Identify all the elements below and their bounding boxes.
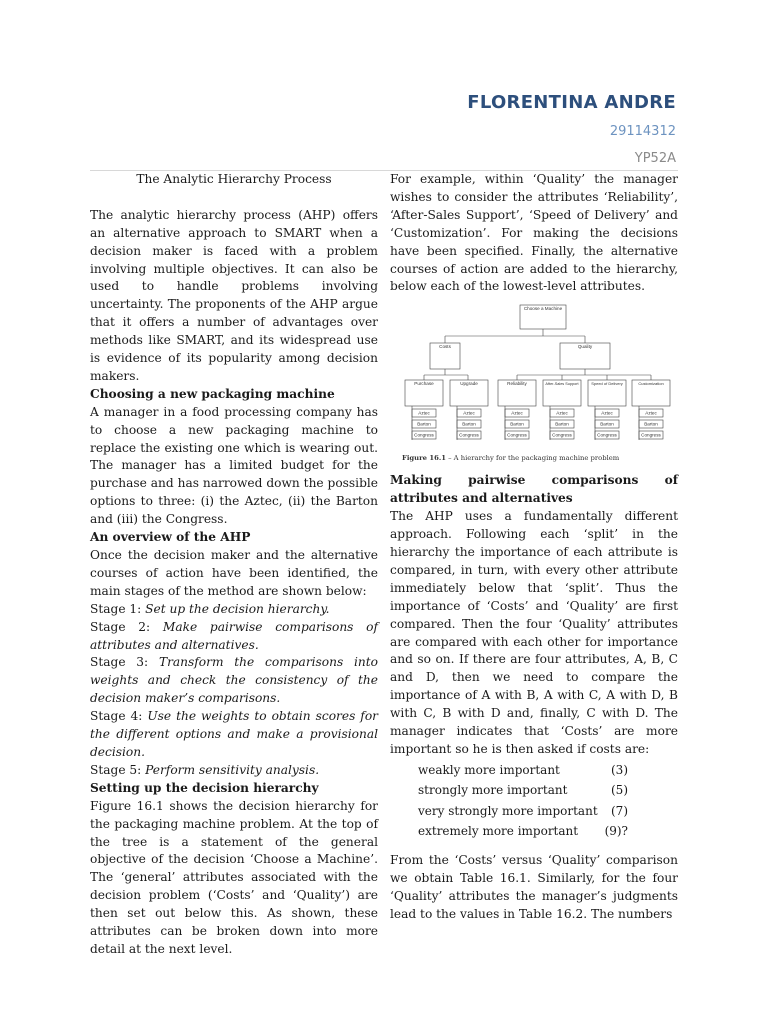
label-quality: Quality xyxy=(577,344,593,350)
section-heading-pairwise: Making pairwise comparisons of attributes and alternatives xyxy=(390,473,678,506)
section-heading-packaging: Choosing a new packaging machine xyxy=(90,386,335,401)
course-code: YP52A xyxy=(634,151,676,166)
label-after-sales: After-Sales Support xyxy=(545,382,579,387)
tables-paragraph: From the ‘Costs’ versus ‘Quality’ comparison we obtain Table 16.1. Similarly, for the four ‘Quality’ attributes the manager’s judgments lead to the values in Table 16.2. The numbers xyxy=(390,852,678,921)
author-name: FLORENTINA ANDRE xyxy=(467,92,676,113)
intro-paragraph: The analytic hierarchy process (AHP) offers an alternative approach to SMART when a decision maker is faced with a problem involving multiple objectives. It can also be used to handle problems involving uncertainty. The proponents of the AHP argue that it offers a number of advantages over methods like SMART, and its widespread use is evidence of its popularity among decision makers. xyxy=(90,207,378,383)
quality-paragraph: For example, within ‘Quality’ the manager wishes to consider the attributes ‘Reliability’, ‘After-Sales Support’, ‘Speed of Delivery’ and ‘Customization’. For making the decisions have been specified. Finally, the alternative courses of action are added to the hierarchy, below each of the lowest-level attributes. xyxy=(390,172,678,294)
option-label: Congress xyxy=(459,433,479,439)
label-speed: Speed of Delivery xyxy=(591,381,623,387)
option-label: Barton xyxy=(510,422,524,428)
stage-2: Stage 2: Make pairwise comparisons of attributes and alternatives. xyxy=(90,619,379,652)
scale-item-very-strongly: very strongly more important (7) xyxy=(418,803,628,818)
packaging-paragraph: A manager in a food processing company has to choose a new packaging machine to replace the existing one which is wearing out. The manager has a limited budget for the purchase and has narrowed down the possible options to three: (i) the Aztec, (ii) the Barton and (iii) the Congress. xyxy=(90,404,378,527)
scale-item-extremely: extremely more important (9)? xyxy=(418,824,628,839)
hierarchy-paragraph: Figure 16.1 shows the decision hierarchy for the packaging machine problem. At the top of the tree is a statement of the general objective of the decision ‘Choose a Machine’. The ‘general’ attributes associated with the decision problem (‘Costs’ and ‘Quality’) are then set out below this. As shown, these attributes can be broken down into more detail at the next level. xyxy=(90,798,378,956)
option-label: Congress xyxy=(597,433,617,439)
scale-item-strongly: strongly more important (5) xyxy=(418,783,628,798)
left-column xyxy=(90,171,378,959)
option-label: Congress xyxy=(507,433,527,439)
section-heading-overview: An overview of the AHP xyxy=(90,530,251,545)
scale-item-weakly: weakly more important (3) xyxy=(418,762,628,777)
label-costs: Costs xyxy=(439,344,451,350)
overview-paragraph: Once the decision maker and the alternative courses of action have been identified, the main stages of the method are shown below: xyxy=(90,548,378,598)
option-label: Barton xyxy=(644,422,658,428)
document-title: The Analytic Hierarchy Process xyxy=(136,172,332,186)
option-label: Barton xyxy=(462,422,476,428)
section-heading-hierarchy: Setting up the decision hierarchy xyxy=(90,780,319,795)
label-customization: Customization xyxy=(638,381,664,387)
option-label: Aztec xyxy=(418,411,430,417)
hierarchy-diagram xyxy=(390,302,678,452)
option-label: Congress xyxy=(414,433,434,439)
stage-3: Stage 3: Transform the comparisons into weights and check the consistency of the decision maker’s comparisons. xyxy=(90,655,378,706)
label-purchase: Purchase xyxy=(414,381,434,387)
option-label: Aztec xyxy=(645,411,657,417)
pairwise-paragraph: The AHP uses a fundamentally different approach. Following each ‘split’ in the hierarchy the importance of each attribute is compared, in turn, with every other attribute immediately below that ‘split’. Thus the importance of ‘Costs’ and ‘Quality’ are first compared. Then the four ‘Quality’ attributes are compared with each other for importance and so on. If there are four attributes, A, B, C and D, then we need to compare the importance of A with B, A with C, A with D, B with C, B with D and, finally, C with D. The manager indicates that ‘Costs’ are more important so he is then asked if costs are: xyxy=(390,509,678,756)
right-column xyxy=(390,171,678,923)
student-id: 29114312 xyxy=(609,124,676,139)
label-root: Choose a Machine xyxy=(523,306,563,312)
figure-caption: Figure 16.1 – A hierarchy for the packaging machine problem xyxy=(402,454,620,463)
importance-scale xyxy=(390,760,678,842)
option-label: Aztec xyxy=(463,411,475,417)
option-label: Congress xyxy=(552,433,572,439)
option-label: Congress xyxy=(641,433,661,439)
option-label: Barton xyxy=(555,422,569,428)
option-label: Aztec xyxy=(511,411,523,417)
option-label: Aztec xyxy=(601,411,613,417)
stage-1: Stage 1: Set up the decision hierarchy. xyxy=(90,601,330,616)
hierarchy-figure xyxy=(390,302,678,470)
stage-5: Stage 5: Perform sensitivity analysis. xyxy=(90,762,320,777)
option-label: Aztec xyxy=(556,411,568,417)
label-upgrade: Upgrade xyxy=(460,381,478,387)
label-reliability: Reliability xyxy=(507,381,527,387)
stage-4: Stage 4: Use the weights to obtain scores for the different options and make a provisional decision. xyxy=(90,709,378,759)
option-label: Barton xyxy=(600,422,614,428)
option-label: Barton xyxy=(417,422,431,428)
